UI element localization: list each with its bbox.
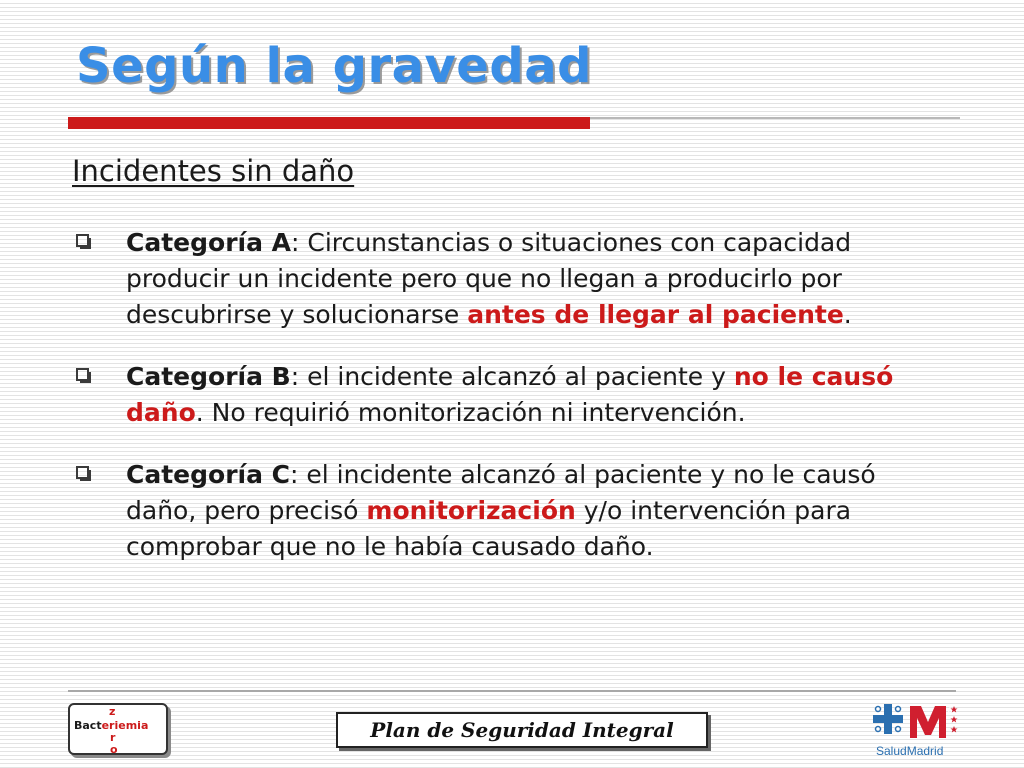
logo-letter-r: r	[110, 731, 116, 744]
bullet-list	[74, 225, 944, 565]
logo-word-part-2: eriemia	[101, 719, 149, 732]
bullet-label: Categoría C	[126, 460, 291, 489]
plan-label-box	[336, 712, 708, 748]
slide-title: Según la gravedad	[76, 38, 592, 94]
plan-label: Plan de Seguridad Integral	[370, 718, 674, 742]
bullet-text-end: .	[843, 300, 852, 329]
logo-letter-o: o	[110, 743, 118, 756]
bacteriemia-zero-logo	[68, 703, 168, 755]
bullet-text-end: y/o intervención para comprobar que no le había causado daño.	[126, 496, 852, 561]
bullet-highlight: no le causó daño	[126, 362, 894, 427]
square-bullet-icon	[76, 234, 89, 247]
bullet-highlight: antes de llegar al paciente	[467, 300, 844, 329]
section-subheading: Incidentes sin daño	[72, 154, 355, 188]
salud-madrid-text: SaludMadrid	[876, 744, 944, 758]
title-accent-bar	[68, 117, 590, 129]
footer-divider	[68, 690, 956, 692]
bullet-item-category-c	[74, 457, 944, 565]
bullet-highlight: monitorización	[366, 496, 576, 525]
bullet-text-end: . No requirió monitorización ni intervención.	[195, 398, 746, 427]
bullet-item-category-b	[74, 359, 944, 431]
bullet-item-category-a	[74, 225, 944, 333]
logo-word-part-1: Bact	[74, 719, 102, 732]
bullet-text: : el incidente alcanzó al paciente y no le causó daño, pero precisó	[126, 460, 876, 525]
bullet-text: : el incidente alcanzó al paciente y	[290, 362, 734, 391]
salud-madrid-emblem-icon	[870, 700, 960, 744]
bullet-label: Categoría A	[126, 228, 292, 257]
bullet-label: Categoría B	[126, 362, 291, 391]
salud-madrid-logo	[870, 700, 960, 760]
logo-letter-z: z	[109, 705, 116, 718]
square-bullet-icon	[76, 368, 89, 381]
bullet-text: : Circunstancias o situaciones con capacidad producir un incidente pero que no llegan a producirlo por descubrirse y solucionarse	[126, 228, 852, 329]
square-bullet-icon	[76, 466, 89, 479]
title-divider-line	[590, 117, 960, 119]
